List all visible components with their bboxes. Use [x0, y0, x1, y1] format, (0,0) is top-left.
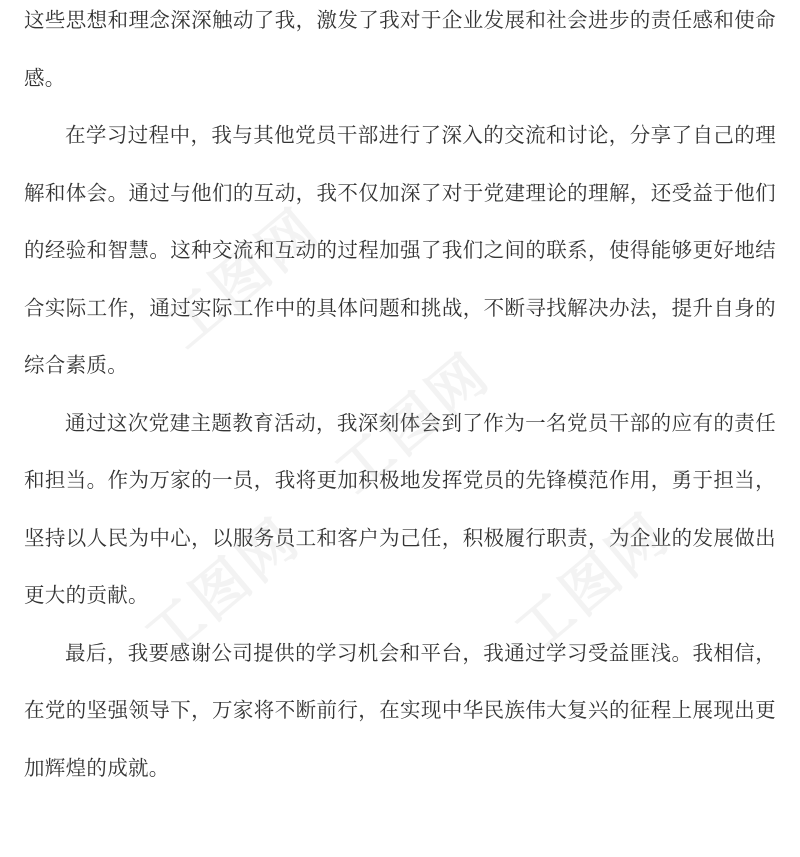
paragraph-continued: 这些思想和理念深深触动了我，激发了我对于企业发展和社会进步的责任感和使命感。	[24, 8, 776, 90]
document-body	[24, 0, 776, 797]
paragraph-closing: 最后，我要感谢公司提供的学习机会和平台，我通过学习受益匪浅。我相信，在党的坚强领导下，万家将不断前行，在实现中华民族伟大复兴的征程上展现出更加辉煌的成就。	[24, 640, 776, 780]
watermark: 工图网	[323, 340, 503, 507]
paragraph-responsibility: 通过这次党建主题教育活动，我深刻体会到了作为一名党员干部的应有的责任和担当。作为万家的一员，我将更加积极地发挥党员的先锋模范作用，勇于担当，坚持以人民为中心，以服务员工和客户为己任，积极履行职责，为企业的发展做出更大的贡献。	[24, 410, 776, 607]
watermark: 工图网	[503, 500, 683, 667]
watermark: 工图网	[133, 505, 313, 672]
watermark: 工图网	[153, 195, 333, 362]
paragraph-exchange: 在学习过程中，我与其他党员干部进行了深入的交流和讨论，分享了自己的理解和体会。通过与他们的互动，我不仅加深了对于党建理论的理解，还受益于他们的经验和智慧。这种交流和互动的过程加强了我们之间的联系，使得能够更好地结合实际工作，通过实际工作中的具体问题和挑战，不断寻找解决办法，提升自身的综合素质。	[24, 123, 776, 377]
